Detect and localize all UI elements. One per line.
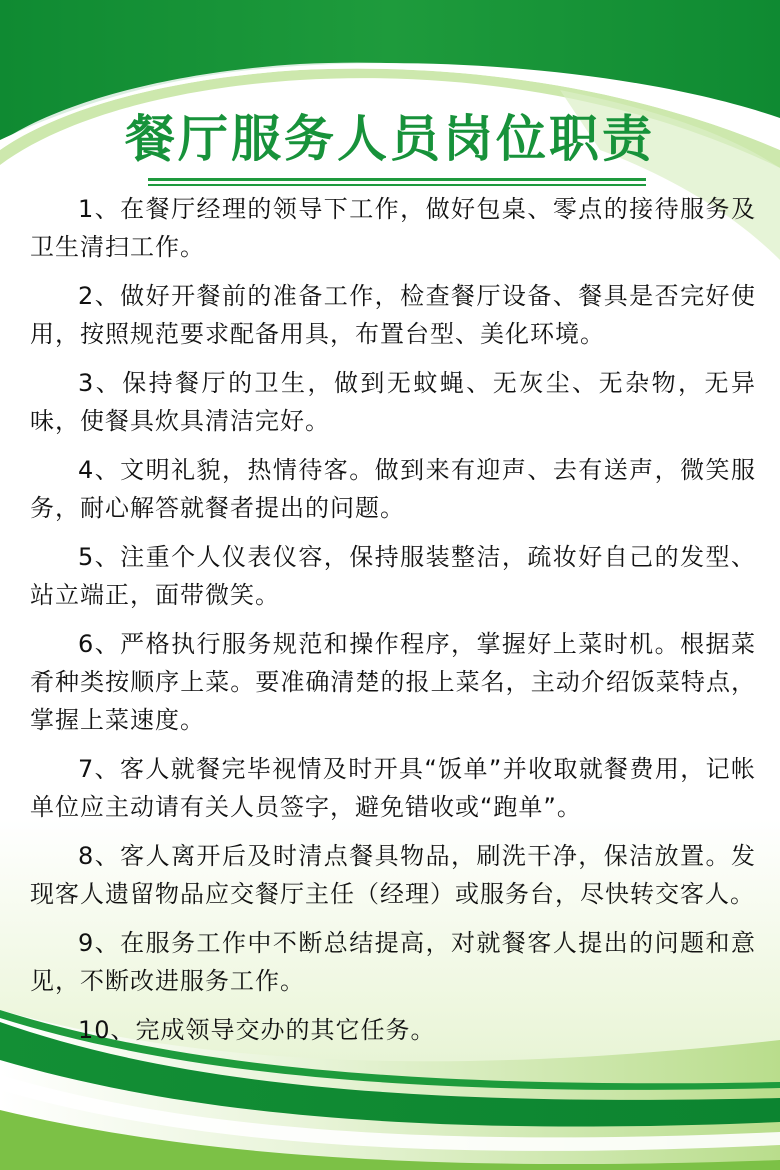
duty-list (30, 190, 756, 1060)
title-underline-second (148, 184, 646, 186)
duty-item-5: 5、注重个人仪表仪容，保持服装整洁，疏妆好自己的发型、站立端正，面带微笑。 (30, 543, 756, 609)
duty-item-2: 2、做好开餐前的准备工作，检查餐厅设备、餐具是否完好使用，按照规范要求配备用具，布置台型、美化环境。 (30, 282, 756, 348)
title-underline (148, 178, 646, 181)
page-title: 餐厅服务人员岗位职责 (125, 110, 655, 168)
duty-item-9: 9、在服务工作中不断总结提高，对就餐客人提出的问题和意见，不断改进服务工作。 (30, 929, 756, 995)
duty-item-7: 7、客人就餐完毕视情及时开具“饭单”并收取就餐费用，记帐单位应主动请有关人员签字，避免错收或“跑单”。 (30, 755, 756, 821)
duty-item-1: 1、在餐厅经理的领导下工作，做好包桌、零点的接待服务及卫生清扫工作。 (30, 195, 756, 261)
duty-item-6: 6、严格执行服务规范和操作程序，掌握好上菜时机。根据菜肴种类按顺序上菜。要准确清楚的报上菜名，主动介绍饭菜特点，掌握上菜速度。 (30, 630, 756, 734)
duty-item-8: 8、客人离开后及时清点餐具物品，刷洗干净，保洁放置。发现客人遗留物品应交餐厅主任（经理）或服务台，尽快转交客人。 (30, 842, 756, 908)
duty-item-4: 4、文明礼貌，热情待客。做到来有迎声、去有送声，微笑服务，耐心解答就餐者提出的问题。 (30, 456, 756, 522)
duty-item-3: 3、保持餐厅的卫生，做到无蚊蝇、无灰尘、无杂物，无异味，使餐具炊具清洁完好。 (30, 369, 756, 435)
duty-item-10: 10、完成领导交办的其它任务。 (78, 1016, 436, 1044)
